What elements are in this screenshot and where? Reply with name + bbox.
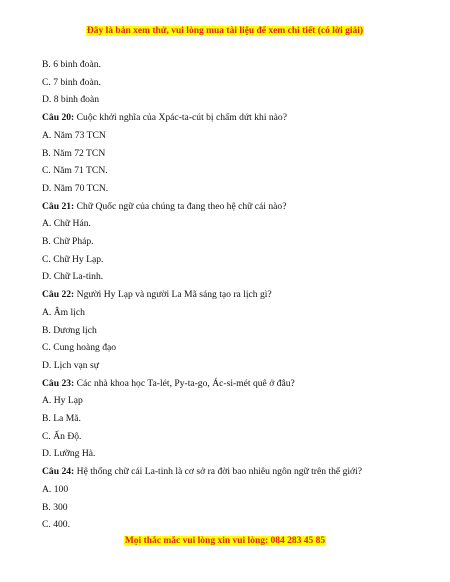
answer-option: B. 300	[42, 501, 68, 513]
question-text: Chữ Quốc ngữ của chúng ta đang theo hệ chữ cái nào?	[74, 200, 287, 212]
question-line	[42, 286, 422, 304]
question-text: Người Hy Lạp và người La Mã sáng tạo ra lịch gì?	[74, 289, 272, 301]
answer-option: A. Âm lịch	[42, 306, 85, 318]
question-text: Cuộc khởi nghĩa của Xpác-ta-cút bị chấm dứt khi nào?	[74, 112, 287, 124]
answer-option: B. Chữ Pháp.	[42, 236, 94, 248]
question-number: Câu 20:	[42, 112, 75, 124]
answer-option: B. Năm 72 TCN	[42, 147, 106, 159]
question-line	[42, 375, 422, 393]
answer-option: C. Chữ Hy Lạp.	[42, 253, 104, 265]
answer-option: C. Năm 71 TCN.	[42, 165, 108, 177]
answer-option: A. Hy Lạp	[42, 395, 83, 407]
answer-option: D. Chữ La-tinh.	[42, 271, 104, 283]
answer-option: C. 7 binh đoàn.	[42, 76, 101, 88]
question-list	[42, 56, 422, 534]
question-text: Các nhà khoa học Ta-lét, Py-ta-go, Ác-si-mét quê ở đâu?	[74, 377, 295, 389]
answer-option: C. Ấn Độ.	[42, 430, 82, 442]
answer-option: B. 6 binh đoàn.	[42, 59, 101, 70]
answer-option: B. Dương lịch	[42, 324, 97, 336]
answer-option: D. Năm 70 TCN.	[42, 182, 109, 194]
contact-notice-banner	[0, 535, 450, 547]
answer-option: D. 8 binh đoàn	[42, 94, 100, 106]
question-line	[42, 198, 422, 216]
question-number: Câu 21:	[42, 200, 75, 212]
answer-option: A. Chữ Hán.	[42, 218, 91, 230]
question-line	[42, 463, 422, 481]
answer-option: D. Lưỡng Hà.	[42, 448, 96, 460]
contact-notice-text: Mọi thắc mắc vui lòng xin vui lòng: 084 283 45 85	[124, 536, 326, 546]
answer-option: D. Lịch vạn sự	[42, 359, 99, 371]
answer-option: A. 100	[42, 483, 69, 495]
answer-option: A. Năm 73 TCN	[42, 129, 106, 141]
answer-option: C. Cung hoàng đạo	[42, 342, 117, 354]
question-number: Câu 24:	[42, 466, 75, 478]
answer-option: B. La Mã.	[42, 413, 81, 425]
question-number: Câu 22:	[42, 289, 75, 301]
preview-notice-banner	[0, 25, 450, 37]
question-text: Hệ thống chữ cái La-tinh là cơ sở ra đời bao nhiêu ngôn ngữ trên thế giới?	[74, 466, 363, 478]
answer-option: C. 400.	[42, 519, 70, 531]
preview-notice-text: Đây là bản xem thử, vui lòng mua tài liệu để xem chi tiết (có lời giải)	[86, 26, 364, 36]
question-line	[42, 109, 422, 127]
question-number: Câu 23:	[42, 377, 75, 389]
